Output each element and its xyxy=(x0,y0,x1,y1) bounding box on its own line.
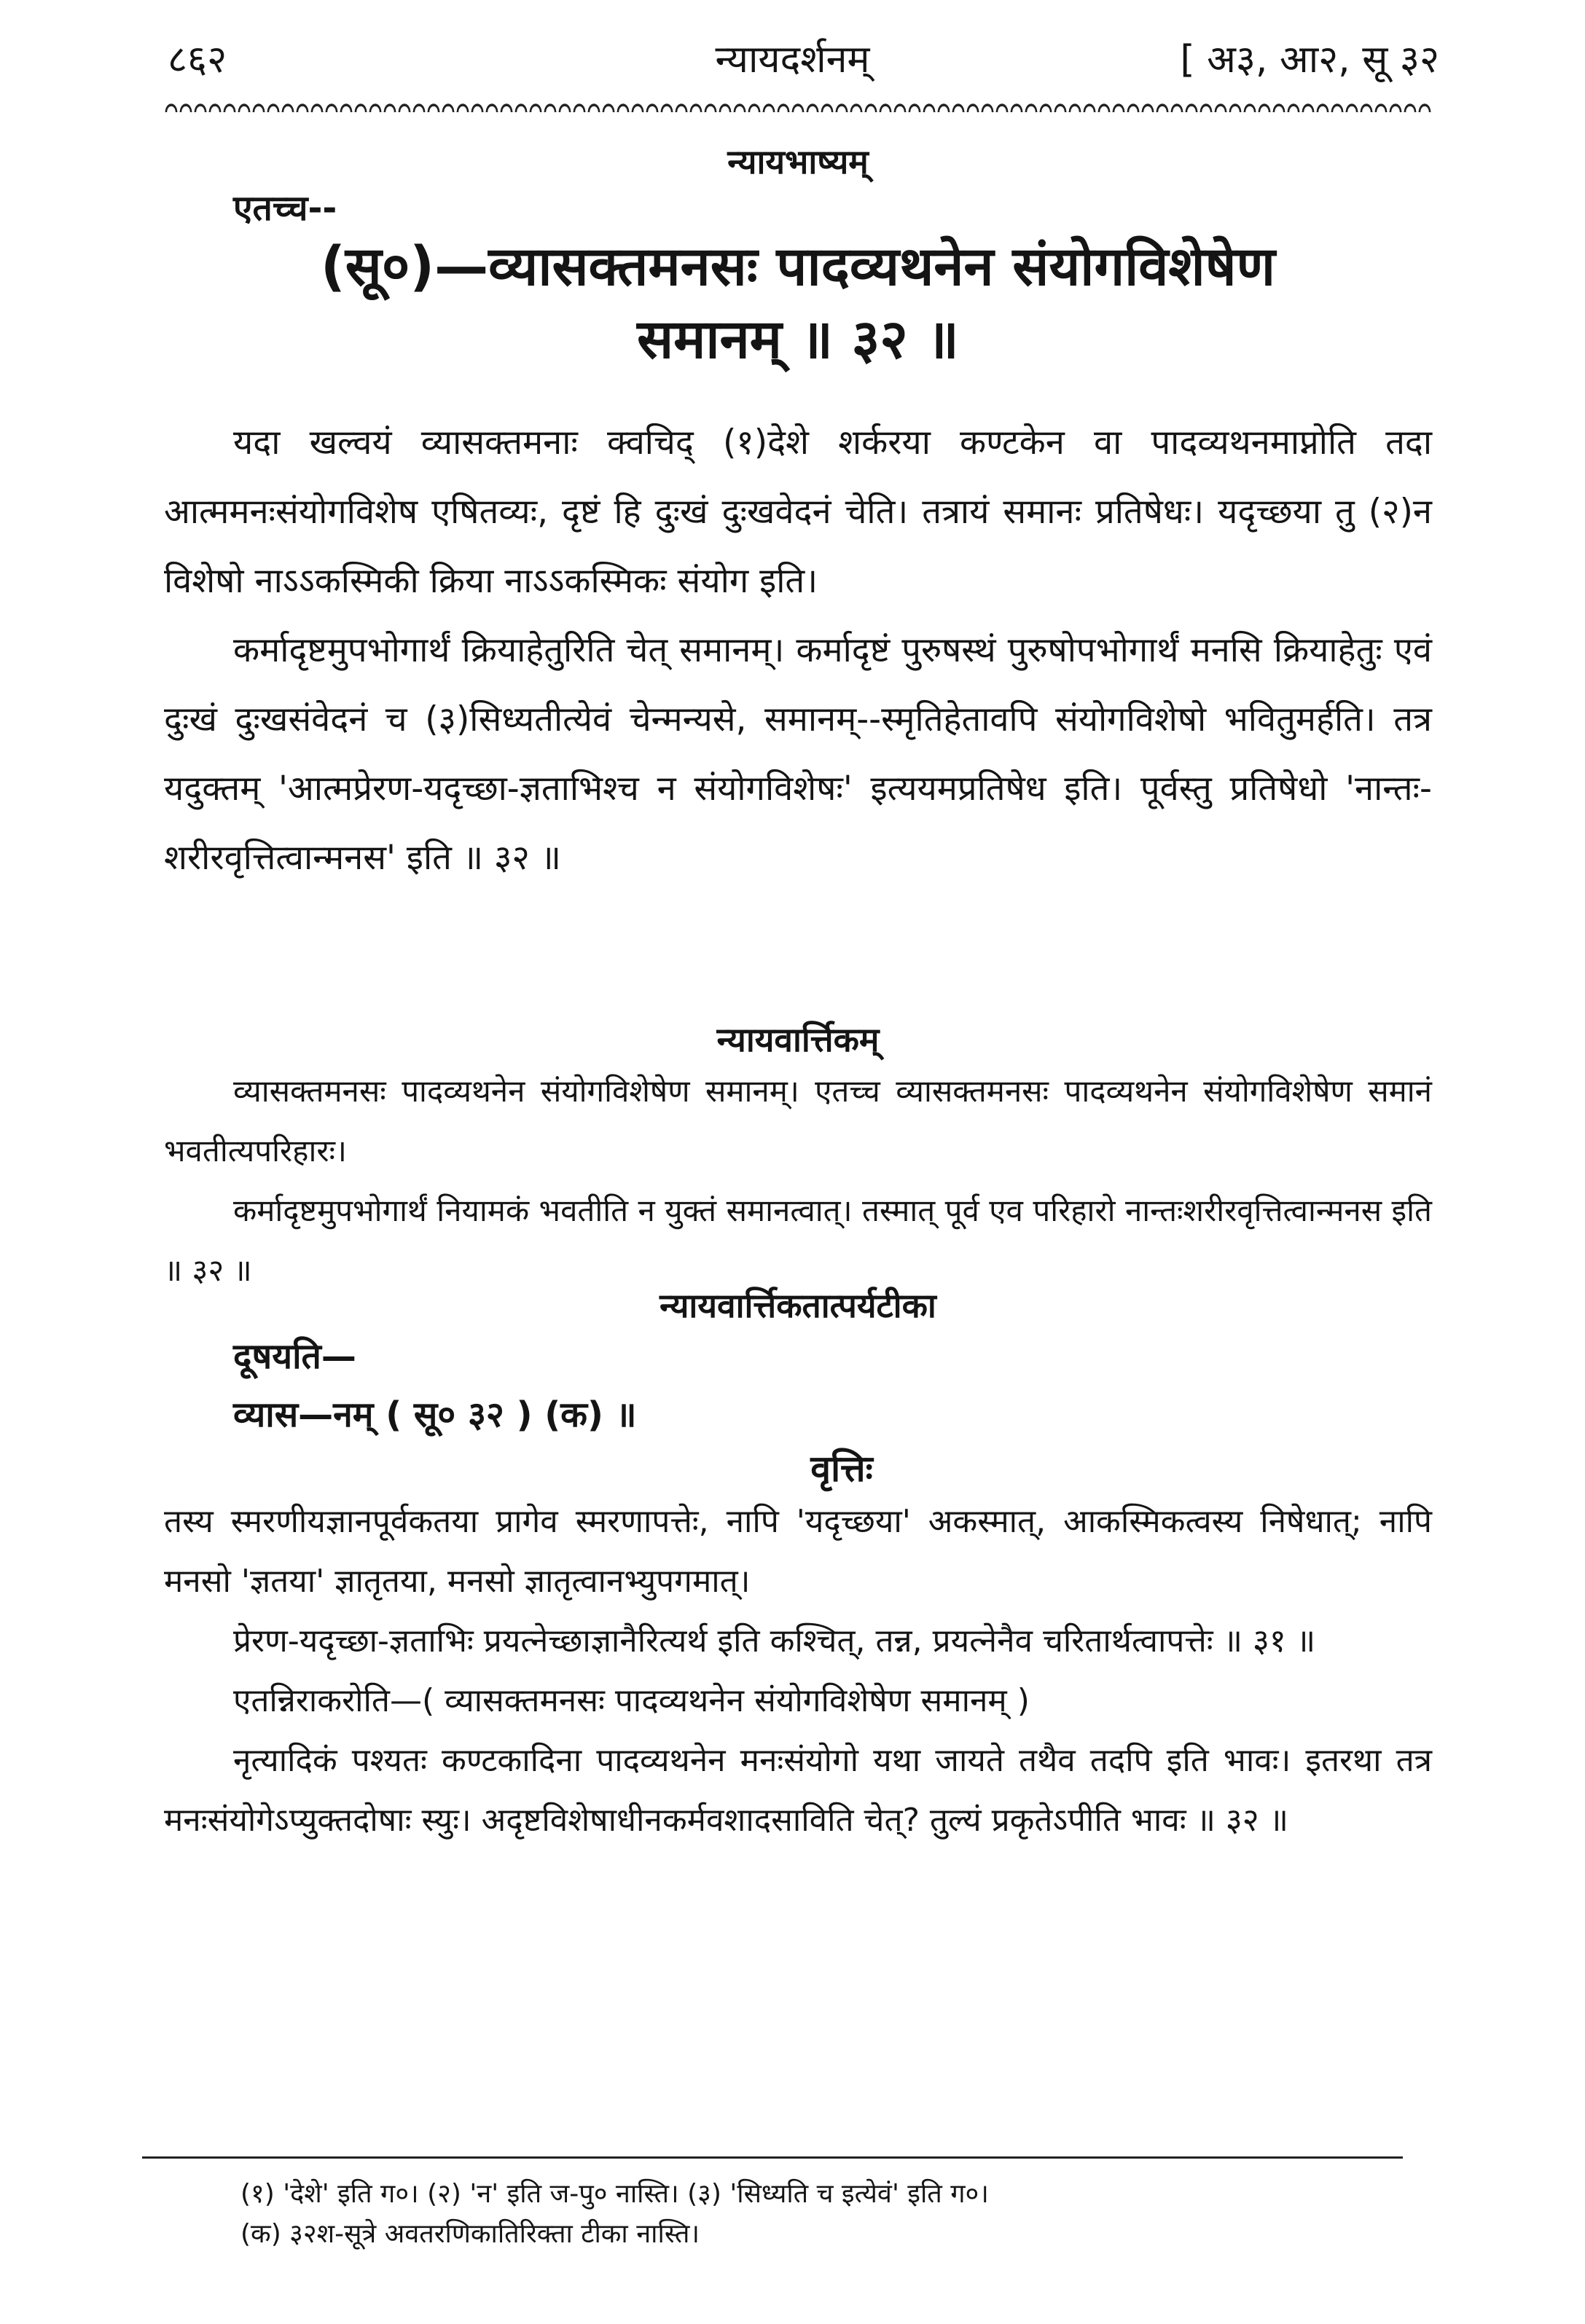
bhashya-paragraph: यदा खल्वयं व्यासक्तमनाः क्वचिद् (१)देशे शर्करया कण्टकेन वा पादव्यथनमाप्नोति तदा आत्ममनःसंयोगविशेष एषितव्यः, दृष्टं हि दुःखं दुःखवेदनं चेति। तत्रायं समानः प्रतिषेधः। यदृच्छया तु (२)न विशेषो नाऽऽकस्मिकी क्रिया नाऽऽकस्मिकः संयोग इति। xyxy=(164,423,1432,601)
bhashya-section xyxy=(164,138,1432,377)
vritti-paragraph: एतन्निराकरोति—( व्यासक्तमनसः पादव्यथनेन संयोगविशेषेण समानम् ) xyxy=(233,1682,1030,1719)
running-title: न्यायदर्शनम् xyxy=(715,38,870,82)
varttika-heading: न्यायवार्त्तिकम् xyxy=(716,1020,880,1059)
footnote-line: (क) ३२श-सूत्रे अवतरणिकातिरिक्ता टीका नास्ति। xyxy=(240,2219,700,2249)
footnote-rule xyxy=(142,2156,1403,2159)
tika-heading: न्यायवार्त्तिकतात्पर्यटीका xyxy=(660,1286,936,1325)
bhashya-text xyxy=(164,408,1432,892)
varttika-paragraph: कर्मादृष्टमुपभोगार्थं नियामकं भवतीति न युक्तं समानत्वात्। तस्मात् पूर्व एव परिहारो नान्तःशरीरवृत्तित्वान्मनस इति ॥ ३२ ॥ xyxy=(164,1193,1432,1288)
sutra-line-1: (सू०)—व्यासक्तमनसः पादव्यथनेन संयोगविशेषेण xyxy=(320,235,1276,298)
varttika-paragraph: व्यासक्तमनसः पादव्यथनेन संयोगविशेषेण समानम्। एतच्च व्यासक्तमनसः पादव्यथनेन संयोगविशेषेण समानं भवतीत्यपरिहारः। xyxy=(164,1073,1432,1169)
tika-line: व्यास—नम् ( सू० ३२ ) (क) ॥ xyxy=(233,1394,637,1435)
vritti-paragraph: प्रेरण-यदृच्छा-ज्ञताभिः प्रयत्नेच्छाज्ञानैरित्यर्थ इति कश्चित्, तन्न, प्रयत्नेनैव चरितार्थत्वापत्तेः ॥ ३१ ॥ xyxy=(233,1622,1316,1660)
page-number: ८६२ xyxy=(168,38,227,82)
footnote-line: (१) 'देशे' इति ग०। (२) 'न' इति ज-पु० नास्ति। (३) 'सिध्यति च इत्येवं' इति ग०। xyxy=(240,2179,989,2209)
wavy-header-rule xyxy=(164,102,1432,112)
bhashya-intro: एतच्च-- xyxy=(233,188,337,229)
sutra-line-2: समानम् ॥ ३२ ॥ xyxy=(637,307,959,371)
varttika-section xyxy=(164,1016,1432,1300)
tika-line: दूषयति— xyxy=(233,1336,356,1377)
vritti-paragraph: नृत्यादिकं पश्यतः कण्टकादिना पादव्यथनेन मनःसंयोगो यथा जायते तथैव तदपि इति भावः। इतरथा तत्र मनःसंयोगेऽप्युक्तदोषाः स्युः। अदृष्टविशेषाधीनकर्मवशादसाविति चेत्? तुल्यं प्रकृतेऽपीति भावः ॥ ३२ ॥ xyxy=(164,1742,1432,1839)
vritti-section xyxy=(164,1442,1432,1850)
vritti-paragraph: तस्य स्मरणीयज्ञानपूर्वकतया प्रागेव स्मरणापत्तेः, नापि 'यदृच्छया' अकस्मात्, आकस्मिकत्वस्य निषेधात्; नापि मनसो 'ज्ञतया' ज्ञातृतया, मनसो ज्ञातृत्वानभ्युपगमात्। xyxy=(164,1503,1432,1600)
vritti-heading: वृत्तिः xyxy=(810,1448,873,1490)
bhashya-heading: न्यायभाष्यम् xyxy=(727,142,869,181)
chapter-reference: [ अ३, आ२, सू ३२ xyxy=(1180,38,1439,82)
bhashya-paragraph: कर्मादृष्टमुपभोगार्थं क्रियाहेतुरिति चेत् समानम्। कर्मादृष्टं पुरुषस्थं पुरुषोपभोगार्थं मनसि क्रियाहेतुः एवं दुःखं दुःखसंवेदनं च (३)सिध्यतीत्येवं चेन्मन्यसे, समानम्--स्मृतिहेतावपि संयोगविशेषो भवितुमर्हति। तत्र यदुक्तम् 'आत्मप्रेरण-यदृच्छा-ज्ञताभिश्च न संयोगविशेषः' इत्ययमप्रतिषेध इति। पूर्वस्तु प्रतिषेधो 'नान्तः-शरीरवृत्तित्वान्मनस' इति ॥ ३२ ॥ xyxy=(164,630,1432,878)
tika-section xyxy=(164,1282,1432,1444)
